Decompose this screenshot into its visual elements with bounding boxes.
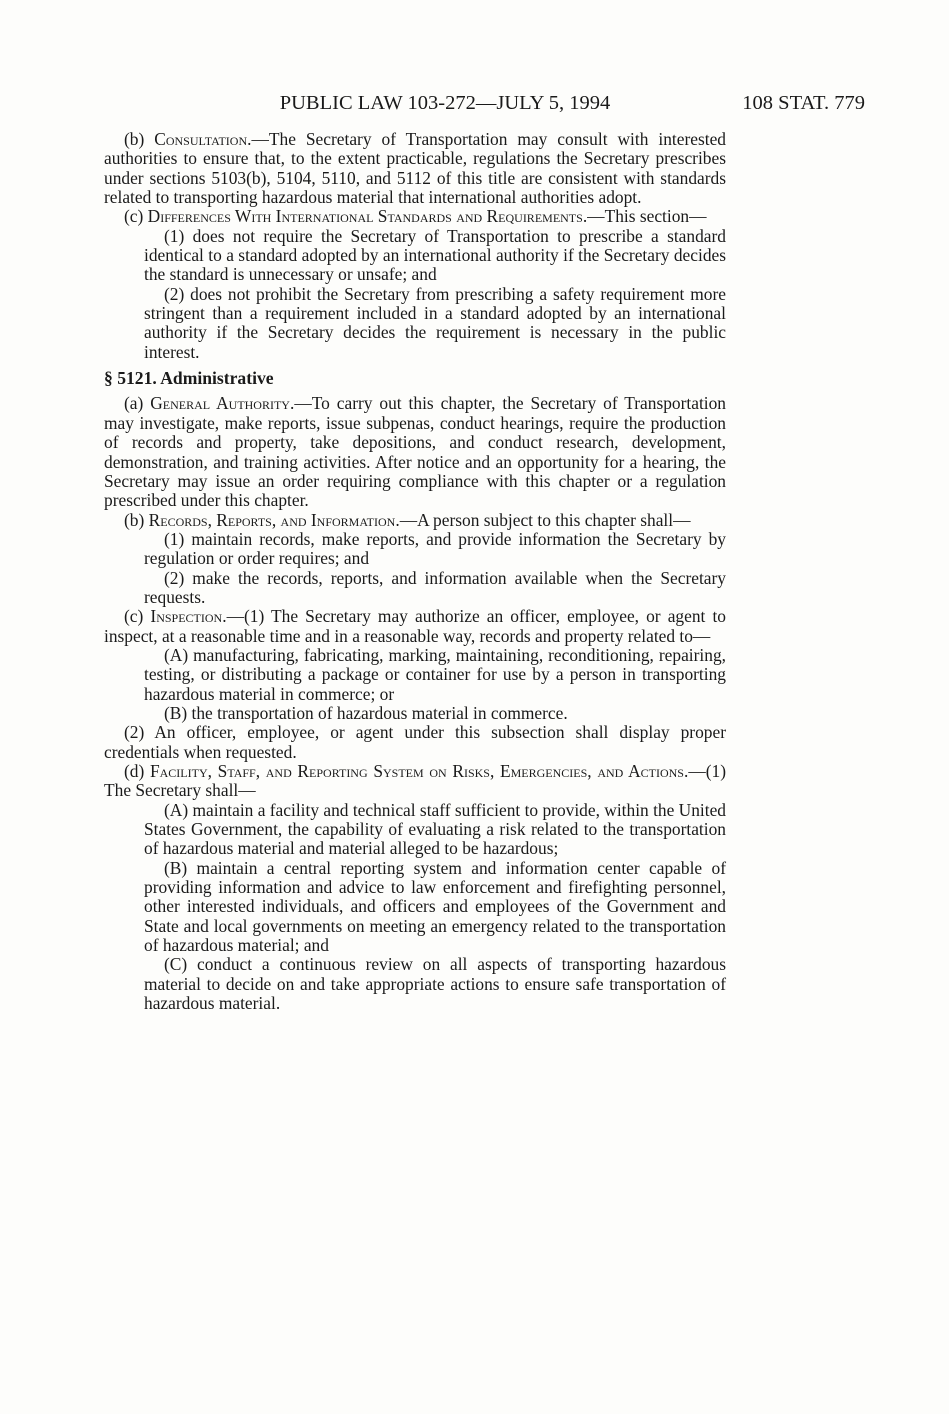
subsection-label: (c) <box>124 206 148 227</box>
heading-separator: .— <box>395 509 418 530</box>
subsection-text: To carry out this chapter, the Secretary of Transportation may investigate, make reports, issue subpenas, conduct hearings, require the production of records and property, take depositions, and conduct research, development, demonstration, and training activities. After notice and an opportunity for a hearing, the Secretary may issue an order requiring compliance with this chapter or a regulation prescribed under this chapter. <box>104 393 726 511</box>
section-heading-5121: § 5121. Administrative <box>104 368 274 389</box>
document-body <box>104 130 726 1013</box>
subsection-text: This section— <box>604 206 707 227</box>
paragraph-item: (2) make the records, reports, and information available when the Secretary requests. <box>144 567 726 607</box>
paragraph-text: (2) An officer, employee, or agent under this subsection shall display proper credentials when requested. <box>104 722 726 762</box>
subsection-d-facility <box>104 762 726 801</box>
subsection-text: A person subject to this chapter shall— <box>417 509 691 530</box>
subsection-text: (1) The Secretary may authorize an officer, employee, or agent to inspect, at a reasonable time and in a reasonable way, records and property related to— <box>104 606 726 646</box>
subsection-c-inspection <box>104 607 726 646</box>
subsection-heading: Facility, Staff, and Reporting System on Risks, Emergencies, and Actions <box>149 761 684 781</box>
subsection-b-consultation <box>104 130 726 207</box>
subsection-heading: Differences With International Standards and Requirements <box>147 206 583 227</box>
subparagraph-item: (B) the transportation of hazardous material in commerce. <box>164 702 568 723</box>
subsection-heading: Inspection <box>150 606 223 627</box>
subsection-c-differences <box>104 207 726 226</box>
subsection-heading: Records, Reports, and Information <box>148 509 396 530</box>
heading-separator: .— <box>683 761 706 781</box>
subsection-label: (a) <box>124 393 151 414</box>
subparagraph-item: (A) manufacturing, fabricating, marking, maintaining, reconditioning, repairing, testing, or distributing a package or container for use by a person in transporting hazardous material in commerce; or <box>144 644 726 704</box>
subsection-label: (b) <box>124 509 149 530</box>
subsection-heading: General Authority <box>150 393 290 414</box>
stat-page-number: 108 STAT. 779 <box>742 92 865 114</box>
paragraph-item: (1) does not require the Secretary of Transportation to prescribe a standard identical to a standard adopted by an international authority if the Secretary decides the standard is unnecessary or unsafe; and <box>144 225 726 285</box>
paragraph-item: (2) does not prohibit the Secretary from prescribing a safety requirement more stringent than a requirement included in a standard adopted by an international authority if the Secretary decides the requirement is necessary in the public interest. <box>144 283 726 362</box>
subparagraph-item: (C) conduct a continuous review on all aspects of transporting hazardous material to decide on and take appropriate actions to ensure safe transportation of hazardous material. <box>144 954 726 1014</box>
subsection-label: (d) <box>124 761 150 781</box>
page-header <box>105 88 865 118</box>
subsection-label: (c) <box>124 606 151 627</box>
heading-separator: .— <box>289 393 312 414</box>
subsection-text: The Secretary of Transportation may consult with interested authorities to ensure that, to the extent practicable, regulations the Secretary prescribes under sections 5103(b), 5104, 5110, and 5112 of this title are consistent with standards related to transporting hazardous material that international authorities adopt. <box>104 129 726 208</box>
subparagraph-item: (A) maintain a facility and technical staff sufficient to provide, within the United States Government, the capability of evaluating a risk related to the transportation of hazardous material and material alleged to be hazardous; <box>144 799 726 859</box>
paragraph-item: (1) maintain records, make reports, and provide information the Secretary by regulation or order requires; and <box>144 528 726 569</box>
running-title: PUBLIC LAW 103-272—JULY 5, 1994 <box>279 92 611 114</box>
subparagraph-item: (B) maintain a central reporting system and information center capable of providing information and advice to law enforcement and firefighting personnel, other interested individuals, and officers and employees of the Government and State and local governments on meeting an emergency related to the transportation of hazardous material; and <box>144 857 726 956</box>
subsection-b-records <box>104 511 726 530</box>
subsection-heading: Consultation <box>154 129 248 149</box>
subsection-a-general-authority <box>104 394 726 510</box>
heading-separator: .— <box>582 206 605 227</box>
heading-separator: .— <box>222 606 244 627</box>
subsection-text: (1) The Secretary shall— <box>104 761 726 801</box>
subsection-label: (b) <box>124 129 155 149</box>
heading-separator: .— <box>247 129 269 149</box>
